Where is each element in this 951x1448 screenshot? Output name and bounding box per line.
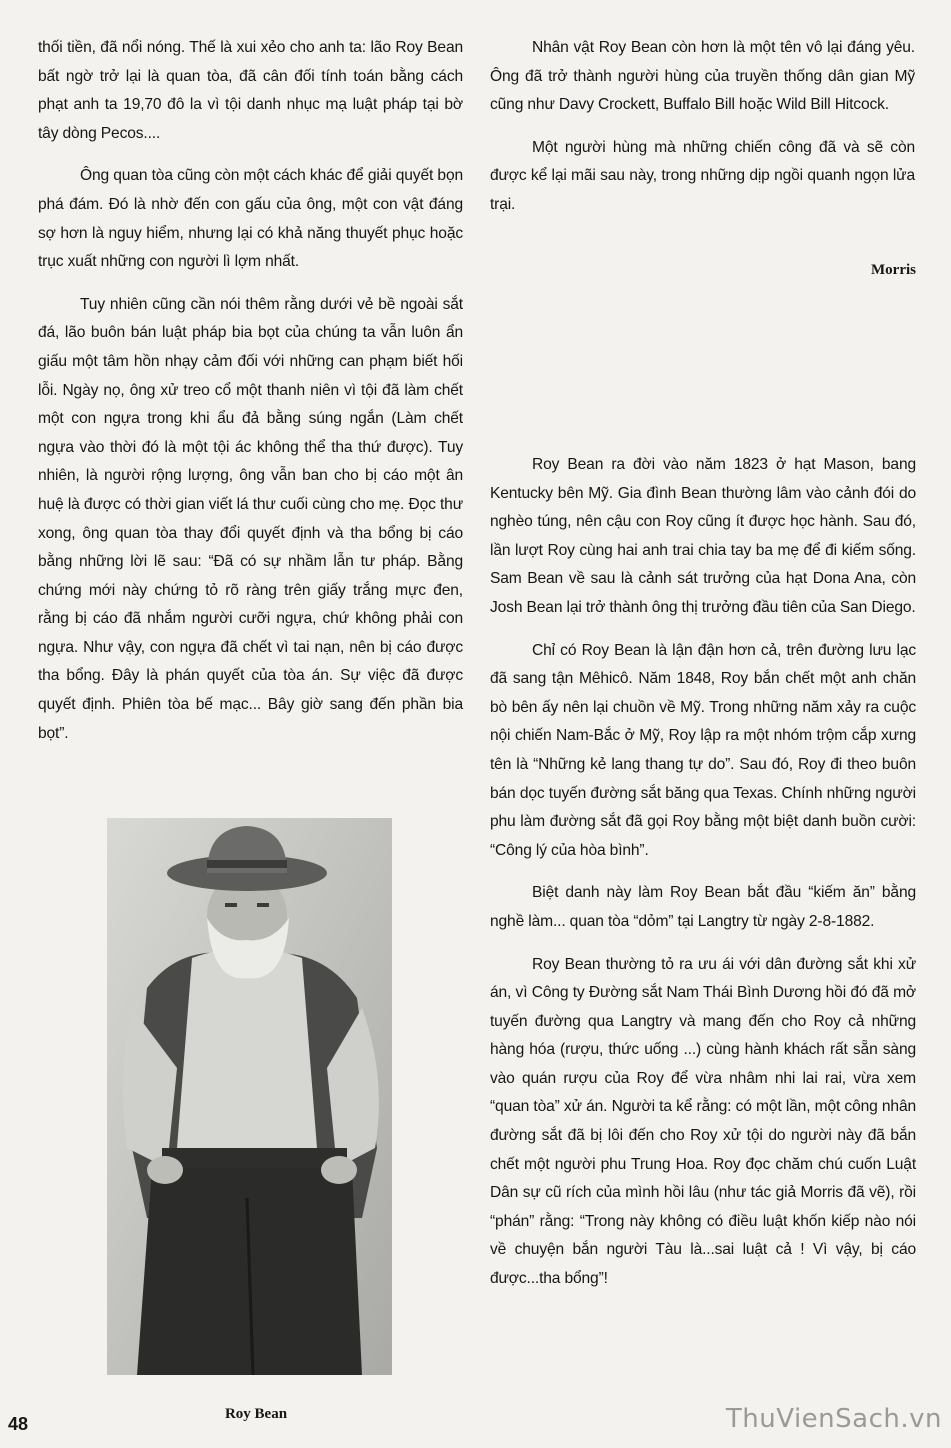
paragraph: Roy Bean ra đời vào năm 1823 ở hạt Mason, bang Kentucky bên Mỹ. Gia đình Bean thường lâm vào cảnh đói do nghèo túng, nên cậu con Roy cũng ít được học hành. Sau đó, lần lượt Roy cùng hai anh trai chia tay ba mẹ để đi kiếm sống. Sam Bean về sau là cảnh sát trưởng của hạt Dona Ana, còn Josh Bean lại trở thành ông thị trưởng đầu tiên của San Diego. [490, 456, 916, 616]
paragraph: Ông quan tòa cũng còn một cách khác để giải quyết bọn phá đám. Đó là nhờ đến con gấu của ông, một con vật đáng sợ hơn là nguy hiểm, nhưng lại có khả năng thuyết phục hoặc trục xuất những con người lì lợm nhất. [38, 167, 463, 271]
paragraph: Nhân vật Roy Bean còn hơn là một tên vô lại đáng yêu. Ông đã trở thành người hùng của truyền thống dân gian Mỹ cũng như Davy Crockett, Buffalo Bill hoặc Wild Bill Hitcock. [490, 39, 915, 114]
paragraph: Roy Bean thường tỏ ra ưu ái với dân đường sắt khi xử án, vì Công ty Đường sắt Nam Thái Bình Dương hồi đó đã mở tuyến đường qua Langtry và mang đến cho Roy cả những hàng hóa (rượu, thức uống ...) cùng hành khách rất sẵn sàng vào quán rượu của Roy để vừa nhâm nhi lai rai, vừa xem “quan tòa” xử án. Người ta kể rằng: có một lần, một công nhân đường sắt đã bị lôi đến cho Roy xử tội do người này đã bắn chết một người phu Trung Hoa. Roy đọc chăm chú cuốn Luật Dân sự cũ rích của mình hồi lâu (như tác giả Morris đã vẽ), rồi “phán” rằng: “Trong này không có điều luật khốn kiếp nào nói về chuyện bắn người Tàu là...sai luật cả ! Vì vậy, bị cáo được...tha bổng”! [490, 955, 916, 1288]
photo-caption: Roy Bean [224, 1406, 288, 1422]
right-top-column [490, 34, 915, 234]
paragraph: thối tiền, đã nổi nóng. Thế là xui xẻo cho anh ta: lão Roy Bean bất ngờ trở lại là quan tòa, đã cân đối tính toán bằng cách phạt anh ta 19,70 đô la vì tội danh nhục mạ luật pháp tại bờ tây dòng Pecos.... [38, 39, 463, 142]
paragraph: Chỉ có Roy Bean là lận đận hơn cả, trên đường lưu lạc đã sang tận Mêhicô. Năm 1848, Roy bắn chết một anh chăn bò bên ấy nên lại chuồn về Mỹ. Trong những năm xảy ra cuộc nội chiến Nam-Bắc ở Mỹ, Roy lập ra một nhóm trộm cắp xưng tên là “Những kẻ lang thang tự do”. Sau đó, Roy đi theo buôn bán dọc tuyến đường sắt băng qua Texas. Chính những người phu làm đường sắt đã gọi Roy bằng một biệt danh buồn cười: “Công lý của hòa bình”. [490, 641, 916, 859]
paragraph: Biệt danh này làm Roy Bean bắt đầu “kiếm ăn” bằng nghề làm... quan tòa “dỏm” tại Langtry từ ngày 2-8-1882. [490, 884, 916, 930]
left-column [38, 34, 463, 762]
paragraph: Tuy nhiên cũng cần nói thêm rằng dưới vẻ bề ngoài sắt đá, lão buôn bán luật pháp bia bọt của chúng ta vẫn luôn ẩn giấu một tâm hồn nhạy cảm đối với những can phạm biết hối lỗi. Ngày nọ, ông xử treo cổ một thanh niên vì tội đã làm chết một con ngựa trong khi ẩu đả bằng súng ngắn (Làm chết ngựa vào thời đó là một tội ác không thể tha thứ được). Tuy nhiên, là người rộng lượng, ông vẫn ban cho bị cáo một ân huệ là được có thời gian viết lá thư cuối cùng cho mẹ. Đọc thư xong, ông quan tòa thay đổi quyết định và tha bổng bị cáo bằng những lời lẽ sau: “Đã có sự nhầm lẫn tư pháp. Bằng chứng mới này chứng tỏ rõ ràng trên giấy trắng mực đen, rằng bị cáo đã nhắm người cưỡi ngựa, chứ không phải con ngựa. Như vậy, con ngựa đã chết vì tai nạn, nên bị cáo được tha bổng. Đây là phán quyết của tòa án. Sự việc đã được quyết định. Phiên tòa bế mạc... Bây giờ sang đến phần bia bọt”. [38, 295, 463, 742]
paragraph: Một người hùng mà những chiến công đã và sẽ còn được kể lại mãi sau này, trong những dịp ngồi quanh ngọn lửa trại. [490, 138, 915, 213]
roy-bean-photo [107, 818, 392, 1375]
author-signature: Morris [871, 262, 916, 278]
portrait-illustration [107, 818, 392, 1375]
right-bottom-column [490, 451, 916, 1308]
page-number: 48 [8, 1414, 29, 1434]
watermark: ThuVienSach.vn [725, 1404, 942, 1434]
